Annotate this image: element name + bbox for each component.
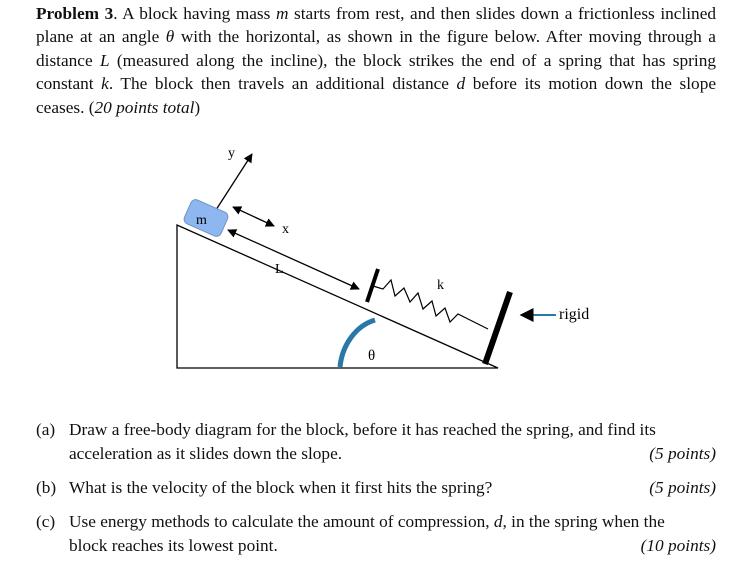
question-a-line2: acceleration as it slides down the slope. xyxy=(69,443,343,463)
var-m: m xyxy=(275,4,289,23)
question-c-points: (10 points) xyxy=(640,535,716,555)
var-L: L xyxy=(99,50,110,70)
L-dimension-arrow xyxy=(228,230,359,289)
question-b xyxy=(36,476,720,500)
L-label: L xyxy=(275,262,284,277)
x-axis-label: x xyxy=(282,222,289,237)
question-b-text xyxy=(69,476,720,500)
theta-label: θ xyxy=(368,348,376,364)
spring-coil xyxy=(373,280,488,329)
points-total: 20 points total xyxy=(94,97,195,117)
question-a-text xyxy=(69,418,720,465)
question-c-line1b: , in the spring when the xyxy=(502,512,665,531)
var-theta: θ xyxy=(165,27,175,47)
x-axis-arrow xyxy=(233,207,274,226)
var-d: d xyxy=(456,74,466,94)
question-a-line1: Draw a free-body diagram for the block, before it has reached the spring, and find its xyxy=(69,420,656,439)
rigid-label: rigid xyxy=(559,306,590,323)
problem-text-2: starts from rest, and then slides down a frictionless inclined plane at an angle xyxy=(36,4,717,47)
problem-label: Problem 3 xyxy=(36,4,114,23)
question-a-label: (a) xyxy=(36,420,56,439)
question-a-points: (5 points) xyxy=(649,443,716,463)
question-c-var-d: d xyxy=(493,512,503,531)
problem-text-7: ) xyxy=(194,97,201,117)
question-c-text xyxy=(69,510,720,557)
y-axis-label: y xyxy=(228,146,235,161)
problem-statement xyxy=(36,2,716,119)
question-c xyxy=(36,510,720,557)
y-axis-arrow xyxy=(214,154,252,213)
question-a xyxy=(36,418,720,465)
question-c-label: (c) xyxy=(36,512,56,531)
problem-text-5: . The block then travels an additional distance xyxy=(108,74,457,94)
question-b-points: (5 points) xyxy=(649,478,716,497)
incline-diagram xyxy=(0,140,743,390)
question-c-line2: block reaches its lowest point. xyxy=(69,535,278,555)
question-b-label: (b) xyxy=(36,478,57,497)
problem-text-4: (measured along the incline), the block strikes the end of a spring that has spring constant xyxy=(36,50,716,94)
problem-text-3: with the horizontal, as shown in the figure below. After moving through a distance xyxy=(36,27,716,70)
var-k: k xyxy=(101,74,109,94)
spring-start-plate xyxy=(367,269,378,302)
block-label: m xyxy=(196,213,207,228)
question-b-line1: What is the velocity of the block when it first hits the spring? xyxy=(69,478,493,497)
rigid-wall xyxy=(485,292,510,364)
problem-text-6: before its motion down the slope ceases. ( xyxy=(36,74,717,117)
incline-triangle xyxy=(177,225,498,368)
k-label: k xyxy=(437,278,444,293)
question-c-line1: Use energy methods to calculate the amount of compression, xyxy=(69,512,494,531)
problem-text-1: . A block having mass xyxy=(113,4,276,23)
